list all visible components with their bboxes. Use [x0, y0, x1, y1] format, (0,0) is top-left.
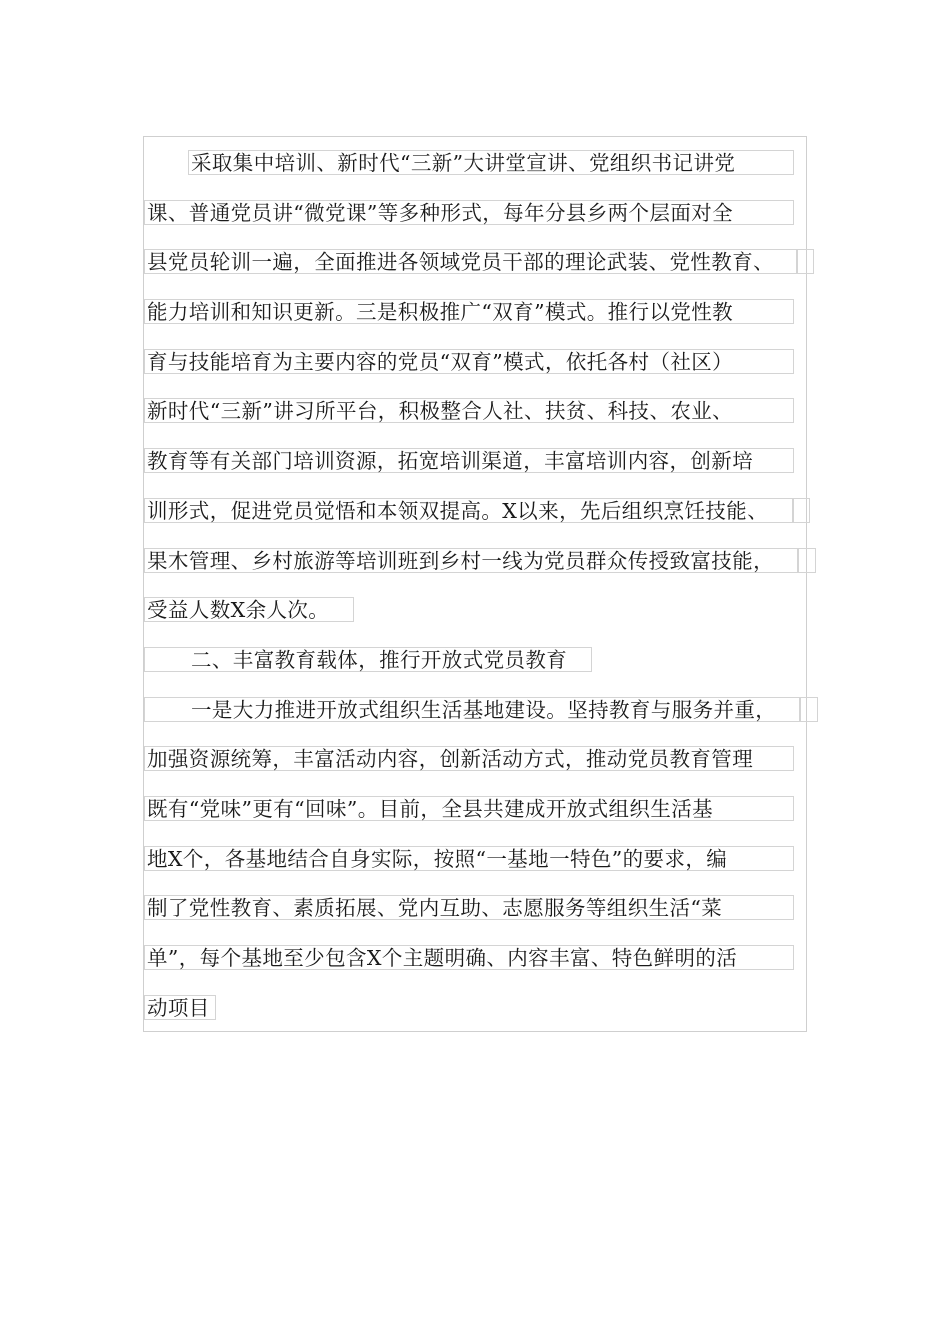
line-overflow-marker	[800, 697, 818, 722]
text-line: 采取集中培训、新时代“三新”大讲堂宣讲、党组织书记讲党	[188, 150, 794, 175]
text-line: 训形式，促进党员觉悟和本领双提高。X以来，先后组织烹饪技能、	[144, 498, 794, 523]
text-line: 既有“党味”更有“回味”。目前，全县共建成开放式组织生活基	[144, 796, 794, 821]
text-line: 教育等有关部门培训资源，拓宽培训渠道，丰富培训内容，创新培	[144, 448, 794, 473]
text-line: 受益人数X余人次。	[144, 597, 354, 622]
text-line: 地X个，各基地结合自身实际，按照“一基地一特色”的要求，编	[144, 846, 794, 871]
text-line: 动项目	[144, 995, 216, 1020]
text-line: 新时代“三新”讲习所平台，积极整合人社、扶贫、科技、农业、	[144, 398, 794, 423]
text-line: 单”，每个基地至少包含X个主题明确、内容丰富、特色鲜明的活	[144, 945, 794, 970]
text-line: 加强资源统筹，丰富活动内容，创新活动方式，推动党员教育管理	[144, 746, 794, 771]
line-overflow-marker	[798, 548, 816, 573]
text-line: 育与技能培育为主要内容的党员“双育”模式，依托各村（社区）	[144, 349, 794, 374]
text-line: 果木管理、乡村旅游等培训班到乡村一线为党员群众传授致富技能，	[144, 548, 798, 573]
text-line: 能力培训和知识更新。三是积极推广“双育”模式。推行以党性教	[144, 299, 794, 324]
text-line: 课、普通党员讲“微党课”等多种形式，每年分县乡两个层面对全	[144, 200, 794, 225]
text-line: 制了党性教育、素质拓展、党内互助、志愿服务等组织生活“菜	[144, 895, 794, 920]
line-overflow-marker	[792, 498, 810, 523]
line-overflow-marker	[796, 249, 814, 274]
section-heading: 二、丰富教育载体，推行开放式党员教育	[144, 647, 592, 672]
text-line: 一是大力推进开放式组织生活基地建设。坚持教育与服务并重，	[144, 697, 800, 722]
text-line: 县党员轮训一遍，全面推进各领域党员干部的理论武装、党性教育、	[144, 249, 798, 274]
